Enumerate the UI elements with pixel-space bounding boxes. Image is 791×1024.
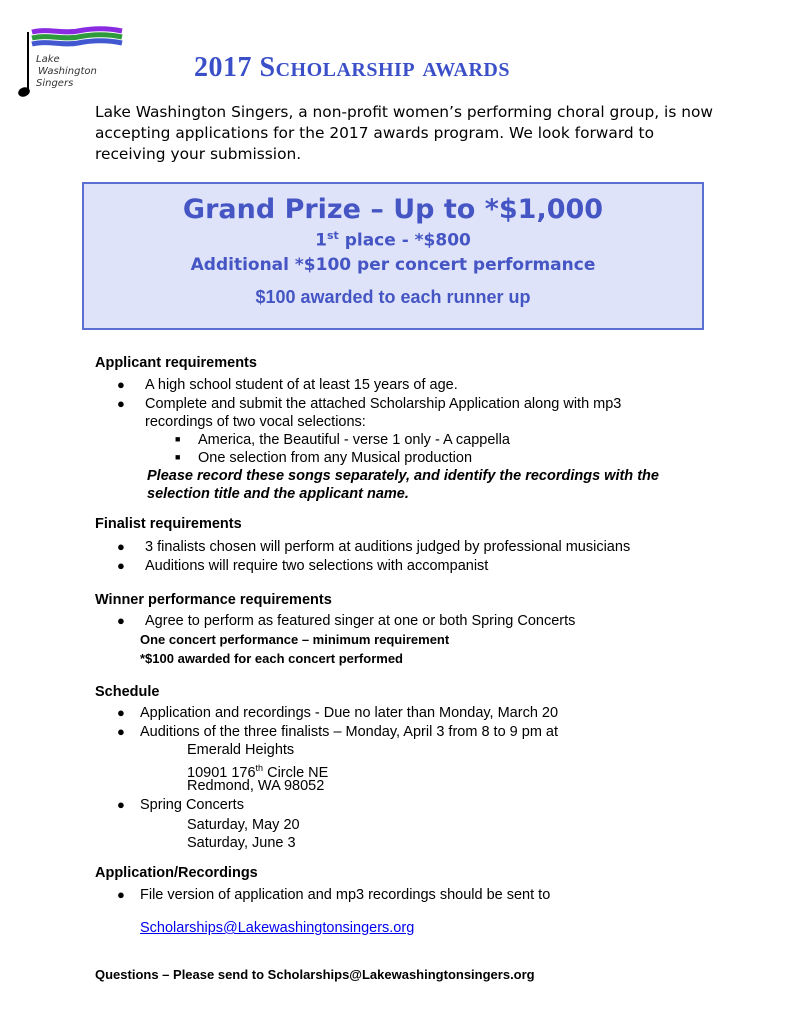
footer-questions: Questions – Please send to Scholarships@Lakewashingtonsingers.org <box>95 967 535 982</box>
logo-text-3: Singers <box>36 78 74 89</box>
finalist-item-2: Auditions will require two selections with accompanist <box>145 558 489 574</box>
winner-item-1: Agree to perform as featured singer at one or both Spring Concerts <box>145 613 576 629</box>
winner-heading: Winner performance requirements <box>95 592 332 608</box>
logo-text-1: Lake <box>36 54 60 65</box>
prize-box <box>82 182 704 330</box>
address-line-1: Emerald Heights <box>187 742 295 758</box>
applicant-item-2a: Complete and submit the attached Scholarship Application along with mp3 <box>145 396 622 412</box>
grand-prize: Grand Prize – Up to *$1,000 <box>182 194 604 225</box>
schedule-item-3: Spring Concerts <box>140 797 244 813</box>
logo-graphic <box>18 26 130 104</box>
bullet-icon: ● <box>117 613 125 628</box>
logo <box>18 26 130 104</box>
logo-text-2: Washington <box>38 66 97 77</box>
page-title: 2017 Scholarship awards <box>194 52 510 83</box>
schedule-item-1: Application and recordings - Due no later than Monday, March 20 <box>140 705 559 721</box>
application-heading: Application/Recordings <box>95 865 258 881</box>
winner-note-1: One concert performance – minimum requirement <box>140 632 450 647</box>
applicant-item-1: A high school student of at least 15 years of age. <box>145 377 458 393</box>
address-line-2: 10901 176th Circle NE <box>187 763 329 781</box>
winner-note-2: *$100 awarded for each concert performed <box>140 651 403 666</box>
email-link[interactable]: Scholarships@Lakewashingtonsingers.org <box>140 920 415 936</box>
applicant-item-2b: recordings of two vocal selections: <box>145 414 366 430</box>
finalist-heading: Finalist requirements <box>95 516 242 532</box>
address-line-3: Redmond, WA 98052 <box>187 778 325 794</box>
runner-up-prize: $100 awarded to each runner up <box>255 286 531 307</box>
application-item-1: File version of application and mp3 recordings should be sent to <box>140 887 551 903</box>
first-place: 1st place - *$800 <box>315 229 471 251</box>
square-bullet-icon: ■ <box>175 434 181 444</box>
intro-paragraph: Lake Washington Singers, a non-profit women’s performing choral group, is now accepting applications for the 2017 awards program. We look forward to receiving your submission. <box>95 103 713 163</box>
square-bullet-icon: ■ <box>175 452 181 462</box>
finalist-item-1: 3 finalists chosen will perform at auditions judged by professional musicians <box>145 539 631 555</box>
concert-date-2: Saturday, June 3 <box>187 835 296 851</box>
schedule-item-2: Auditions of the three finalists – Monday, April 3 from 8 to 9 pm at <box>140 724 559 740</box>
schedule-heading: Schedule <box>95 684 160 700</box>
bullet-icon: ● <box>117 396 125 411</box>
additional-prize: Additional *$100 per concert performance <box>190 254 596 275</box>
recording-note-1: Please record these songs separately, and identify the recordings with the <box>147 468 659 484</box>
concert-date-1: Saturday, May 20 <box>187 817 300 833</box>
applicant-heading: Applicant requirements <box>95 355 257 371</box>
bullet-icon: ● <box>117 558 125 573</box>
bullet-icon: ● <box>117 377 125 392</box>
bullet-icon: ● <box>117 705 125 720</box>
bullet-icon: ● <box>117 887 125 902</box>
recording-note-2: selection title and the applicant name. <box>147 486 409 502</box>
bullet-icon: ● <box>117 797 125 812</box>
bullet-icon: ● <box>117 539 125 554</box>
vocal-selection-2: One selection from any Musical production <box>198 450 473 466</box>
bullet-icon: ● <box>117 724 125 739</box>
vocal-selection-1: America, the Beautiful - verse 1 only - A cappella <box>198 432 510 448</box>
